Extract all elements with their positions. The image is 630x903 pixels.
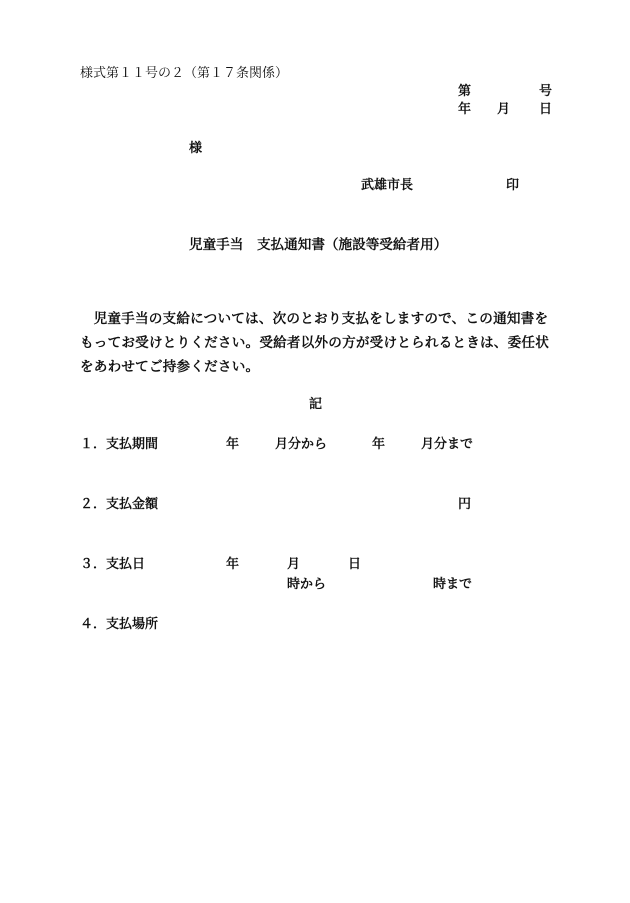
item-date-day: 日 (348, 557, 362, 572)
number-go: 号 (539, 84, 553, 99)
item-period-year1: 年 (226, 437, 240, 452)
item-date-time-from: 時から (287, 577, 327, 592)
seal-mark: 印 (506, 178, 520, 193)
body-paragraph: 児童手当の支給については、次のとおり支払をしますので、この通知書をもってお受けとりください。受給者以外の方が受けとられるときは、委任状をあわせてご持参ください。 (80, 311, 549, 375)
item-date-year: 年 (226, 557, 240, 572)
item-place-label: ４．支払場所 (80, 617, 159, 632)
item-amount-label: ２．支払金額 (80, 497, 159, 512)
item-period-label: １．支払期間 (80, 437, 159, 452)
item-amount-unit: 円 (458, 497, 472, 512)
item-period-month-from: 月分から (275, 437, 328, 452)
number-dai: 第 (458, 84, 472, 99)
item-date-time-to: 時まで (433, 577, 473, 592)
date-day: 日 (539, 102, 553, 117)
addressee-suffix: 様 (189, 141, 203, 156)
item-date-month: 月 (287, 557, 301, 572)
date-month: 月 (497, 102, 511, 117)
document-title: 児童手当 支払通知書（施設等受給者用） (189, 237, 448, 253)
item-period-year2: 年 (372, 437, 386, 452)
item-period-month-to: 月分まで (421, 437, 474, 452)
form-label: 様式第１１号の２（第１７条関係） (80, 66, 289, 81)
date-year: 年 (458, 102, 472, 117)
item-date-label: ３．支払日 (80, 557, 146, 572)
ki-label: 記 (309, 397, 323, 412)
sender-title: 武雄市長 (361, 178, 414, 193)
